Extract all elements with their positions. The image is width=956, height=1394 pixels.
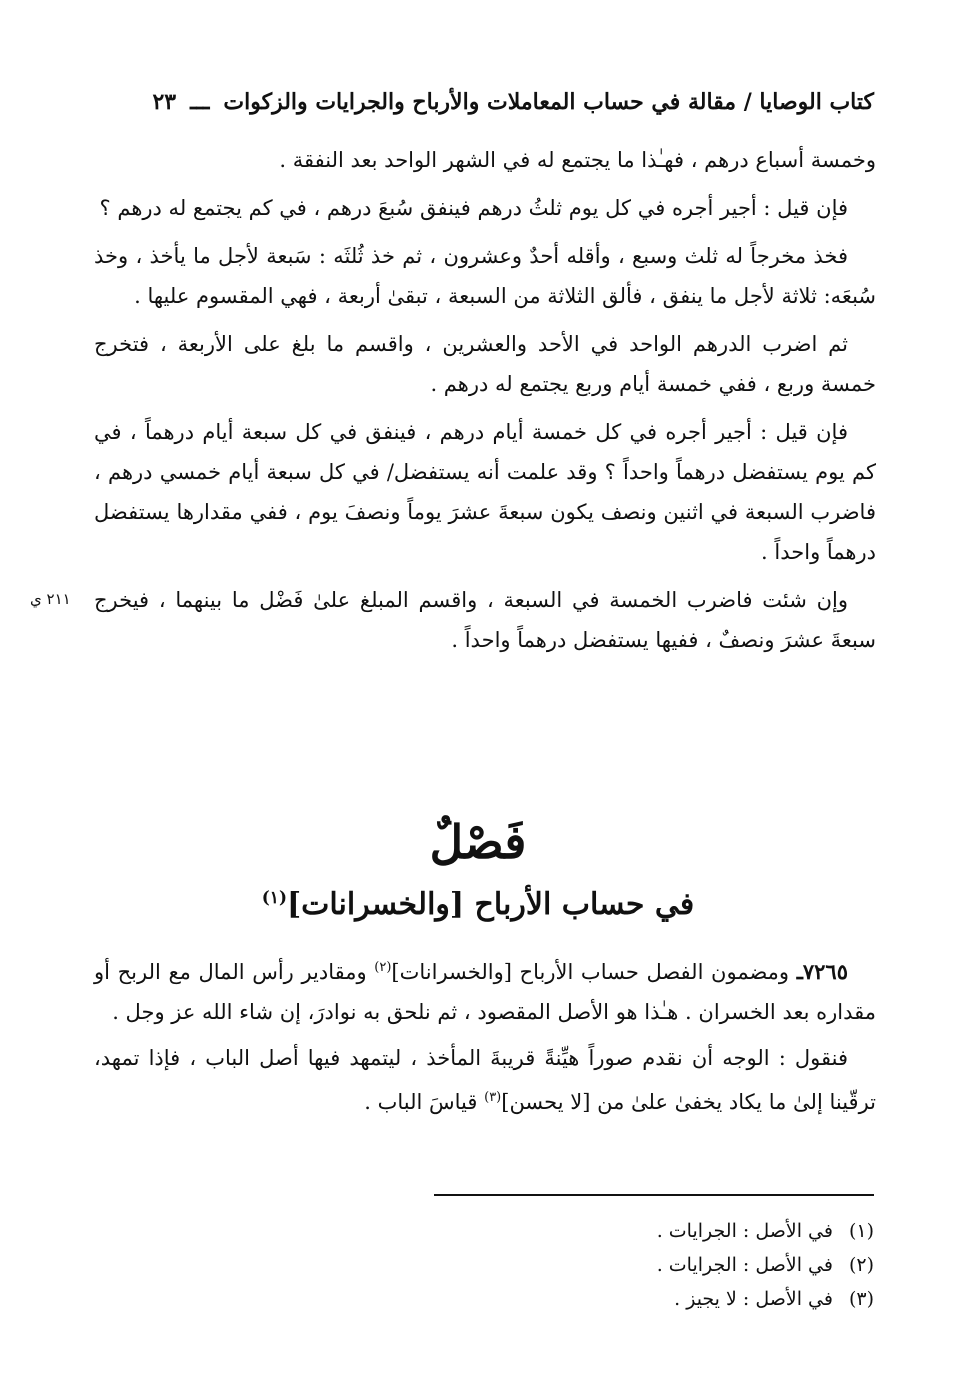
paragraph-text: ومضمون الفصل حساب الأرباح [والخسرانات]: [391, 960, 790, 984]
running-header: [118, 84, 874, 120]
item-number: ٧٢٦٥ـ: [796, 959, 848, 984]
section-title: [0, 876, 956, 927]
paragraph: وإن شئت فاضرب الخمسة في السبعة ، واقسم المبلغ علىٰ فَضْل ما بينهما ، فيخرج سبعةَ عشرَ ونصفٌ ، ففيها يستفضل درهماً واحداً .: [94, 588, 876, 652]
header-title: كتاب الوصايا / مقالة في حساب المعاملات والأرباح والجرايات والزكوات: [223, 89, 874, 115]
paragraph: فإن قيل : أجير أجره في كل خمسة أيام درهم ، فينفق في كل سبعة أيام درهماً ، في كم يوم يستفضل درهماً واحداً ؟ وقد علمت أنه يستفضل/ في كل سبعة أيام خمسي درهم ، فاضرب السبعة في اثنين ونصف يكون سبعةَ عشرَ يوماً ونصفَ يوم ، ففي مقدارها يستفضل درهماً واحداً .: [94, 420, 876, 564]
footnote-text: في الأصل : الجرايات .: [656, 1220, 833, 1242]
footnote: [434, 1248, 874, 1282]
header-dash: ـــ: [190, 89, 210, 115]
footnote-divider: [434, 1194, 874, 1196]
paragraph: [94, 1038, 876, 1122]
paragraph-text: فنقول : الوجه أن نقدم صوراً هيِّنةً قريبةَ المأخذ ، ليتمهد فيها أصل الباب ، فإذا تمهد، ترقّينا إلىٰ ما يكاد يخفىٰ علىٰ من [لا يحسن]: [94, 1046, 876, 1114]
paragraph: فإن قيل : أجير أجره في كل يوم ثلثُ درهم فينفق سُبعَ درهم ، في كم يجتمع له درهم ؟: [99, 196, 848, 220]
margin-page-reference: ٢١١ ي: [30, 590, 71, 608]
main-text: [94, 140, 876, 668]
paragraph: فخذ مخرجاً له ثلث وسبع ، وأقله أحدٌ وعشرون ، ثم خذ ثُلثَه : سَبعة لأجل ما يأخذ ، وخذ سُبعَه: ثلاثة لأجل ما ينفق ، فألق الثلاثة من السبعة ، تبقىٰ أربعة ، فهي المقسوم عليها .: [94, 244, 876, 308]
footnote-ref: (٢): [374, 960, 392, 975]
footnote: [434, 1282, 874, 1316]
footnote-number: (٢): [848, 1254, 874, 1276]
paragraph-text: ومقادير رأس المال مع الربح أو مقداره بعد الخسران . هـٰذا هو الأصل المقصود ، ثم نلحق به نوادرَ، إن شاء الله عز وجل .: [94, 960, 876, 1024]
footnotes: [434, 1214, 874, 1316]
section-ornament-heading: فَصْلٌ: [429, 815, 527, 869]
paragraph: ثم اضرب الدرهم الواحد في الأحد والعشرين ، واقسم ما بلغ على الأربعة ، فتخرج خمسة وربع ، ففي خمسة أيام وربع يجتمع له درهم .: [94, 332, 876, 396]
footnote-number: (١): [848, 1220, 874, 1242]
footnote-ref: (٣): [484, 1090, 502, 1105]
section-text: [94, 948, 876, 1128]
footnote-ref: (١): [261, 888, 287, 908]
footnote: [434, 1214, 874, 1248]
paragraph: [94, 948, 876, 1032]
footnote-number: (٣): [848, 1288, 874, 1310]
footnote-text: في الأصل : لا يجيز .: [674, 1288, 833, 1310]
section-title-text: في حساب الأرباح [والخسرانات]: [286, 887, 695, 922]
footnote-text: في الأصل : الجرايات .: [656, 1254, 833, 1276]
page-number: ٢٣: [152, 89, 177, 115]
paragraph-text: قياسَ الباب .: [364, 1090, 485, 1114]
paragraph: وخمسة أسباع درهم ، فهـٰذا ما يجتمع له في الشهر الواحد بعد النفقة .: [279, 148, 876, 172]
